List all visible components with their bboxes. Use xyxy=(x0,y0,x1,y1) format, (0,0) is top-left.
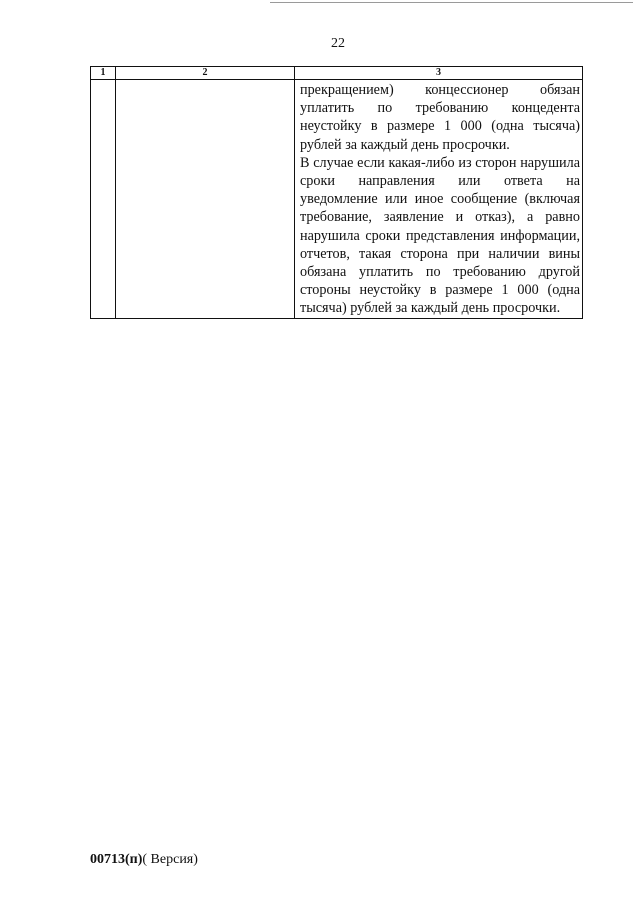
table-header-row xyxy=(91,67,583,80)
column-header-1: 1 xyxy=(91,67,116,80)
document-code-version: ( Версия) xyxy=(142,852,198,867)
column-header-3: 3 xyxy=(295,67,583,80)
document-table xyxy=(90,66,583,319)
document-code-number: 00713(п) xyxy=(90,852,143,867)
table-cell-col1 xyxy=(91,80,116,319)
paragraph-penalty-termination: прекращением) концессионер обязан уплатить по требованию концедента неустойку в размере 1 000 (одна тысяча) рублей за каждый день просрочки. xyxy=(300,82,580,153)
page-number: 22 xyxy=(331,36,345,51)
document-code xyxy=(90,852,198,868)
paragraph-penalty-deadlines: В случае если какая-либо из сторон нарушила сроки направления или ответа на уведомление или иное сообщение (включая требование, заявление и отказ), а равно нарушила сроки представления информации, отчетов, такая сторона при наличии вины обязана уплатить по требованию другой стороны неустойку в размере 1 000 (одна тысяча) рублей за каждый день просрочки. xyxy=(300,154,580,317)
scan-edge-line xyxy=(270,2,633,3)
table-row xyxy=(91,80,583,319)
column-header-2: 2 xyxy=(116,67,295,80)
table-cell-col2 xyxy=(116,80,295,319)
table-cell-col3 xyxy=(295,80,583,319)
